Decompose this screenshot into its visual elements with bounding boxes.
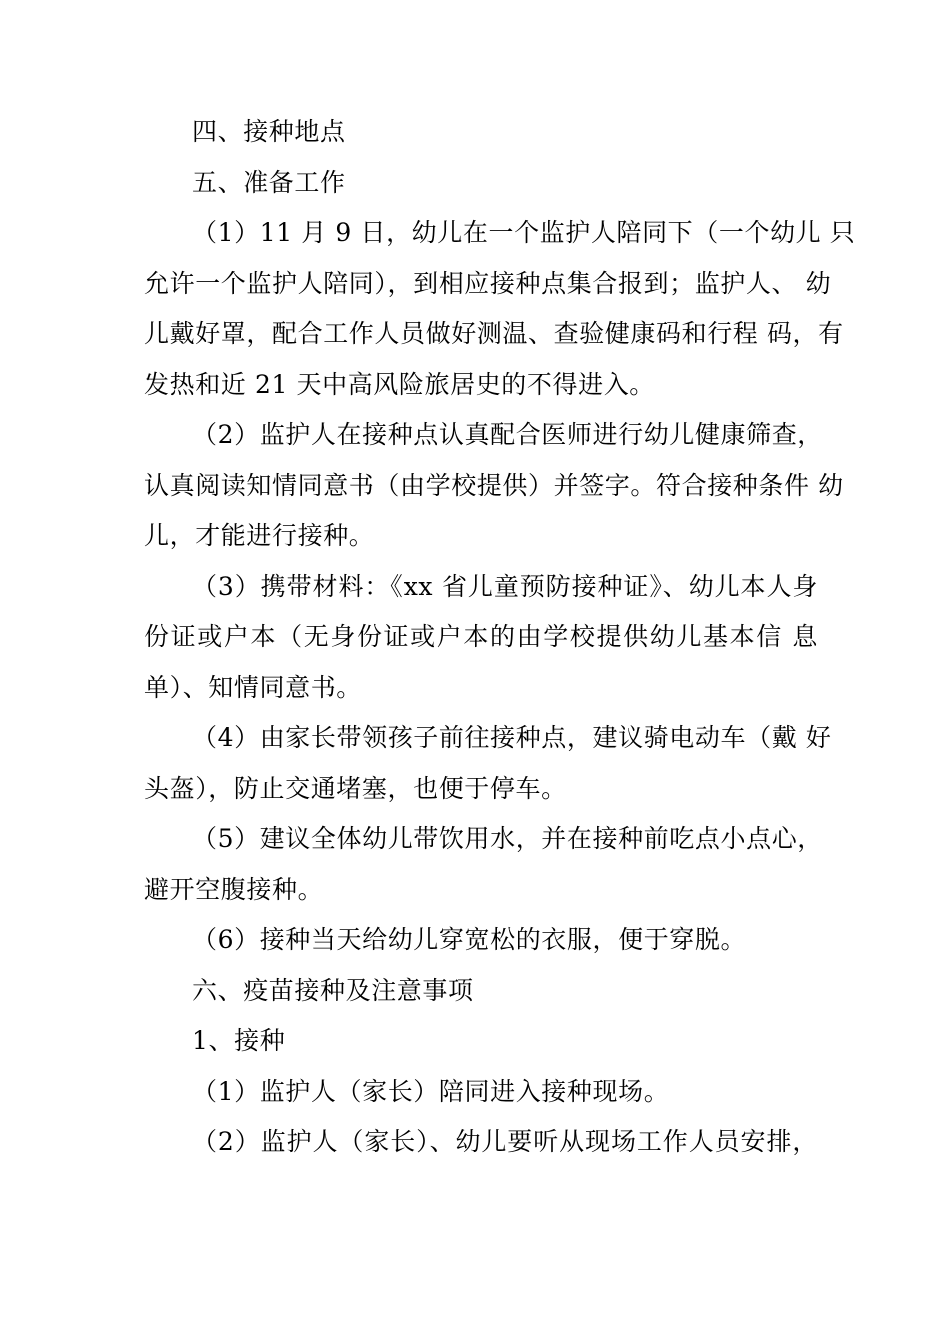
paragraph-line: 头盔），防止交通堵塞，也便于停车。 [144,774,567,803]
paragraph-line: （1）11 月 9 日，幼儿在一个监护人陪同下（一个幼儿 只 [192,218,856,247]
section-heading-location: 四、接种地点 [192,117,346,146]
paragraph-line: 儿戴好罩，配合工作人员做好测温、查验健康码和行程 码，有 [144,319,844,348]
paragraph-line: （6）接种当天给幼儿穿宽松的衣服，便于穿脱。 [192,925,747,954]
paragraph-line: （1）监护人（家长）陪同进入接种现场。 [192,1077,670,1106]
paragraph-line: 份证或户本（无身份证或户本的由学校提供幼儿基本信 息 [144,622,818,651]
subsection-heading-vaccination: 1、接种 [192,1026,286,1055]
paragraph-line: 儿，才能进行接种。 [144,521,375,550]
section-heading-vaccination: 六、疫苗接种及注意事项 [192,976,474,1005]
paragraph-line: 认真阅读知情同意书（由学校提供）并签字。符合接种条件 幼 [144,471,844,500]
paragraph-line: 发热和近 21 天中高风险旅居史的不得进入。 [144,370,655,399]
paragraph-line: （2）监护人在接种点认真配合医师进行幼儿健康筛查， [192,420,823,449]
section-heading-preparation: 五、准备工作 [192,168,346,197]
paragraph-line: 单）、知情同意书。 [144,673,362,702]
paragraph-line: （2）监护人（家长）、幼儿要听从现场工作人员安排， [192,1127,818,1156]
paragraph-line: （3）携带材料：《xx 省儿童预防接种证》、幼儿本人身 [192,572,818,601]
paragraph-line: （5）建议全体幼儿带饮用水，并在接种前吃点小点心， [192,824,823,853]
paragraph-line: 避开空腹接种。 [144,875,324,904]
paragraph-line: （4）由家长带领孩子前往接种点，建议骑电动车（戴 好 [192,723,832,752]
paragraph-line: 允许一个监护人陪同），到相应接种点集合报到；监护人、 幼 [144,269,832,298]
